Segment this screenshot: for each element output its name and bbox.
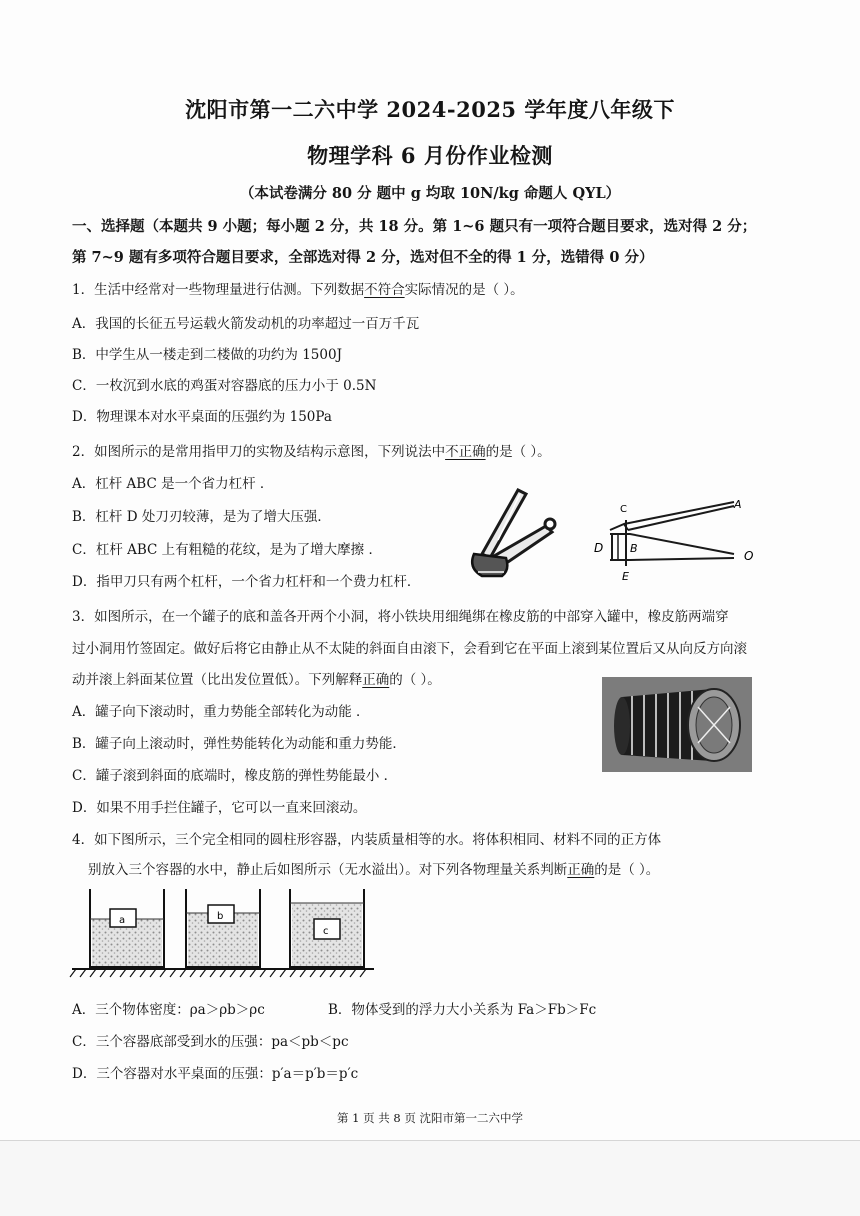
question-2-stem-text: 2．如图所示的是常用指甲刀的实物及结构示意图，下列说法中 xyxy=(72,444,446,460)
exam-info: （本试卷满分 80 分 题中 g 均取 10N/kg 命题人 QYL） xyxy=(239,185,621,202)
question-4-option-d: D．三个容器对水平桌面的压强：p′a＝p′b＝p′c xyxy=(72,1066,359,1082)
question-2-option-a: A．杠杆 ABC 是一个省力杠杆 ． xyxy=(72,476,274,492)
page-margin xyxy=(0,1140,860,1216)
question-4-stem-line1: 4．如下图所示，三个完全相同的圆柱形容器，内装质量相等的水。将体积相同、材料不同的正方体 xyxy=(72,832,662,848)
question-2-emphasis: 不正确 xyxy=(445,444,486,460)
question-1-option-c: C．一枚沉到水底的鸡蛋对容器底的压力小于 0.5N xyxy=(72,378,377,394)
page-footer: 第 1 页 共 8 页 沈阳市第一二六中学 xyxy=(336,1111,524,1125)
question-2-option-b: B．杠杆 D 处刀刃较薄，是为了增大压强． xyxy=(72,509,331,525)
block-b-label: b xyxy=(217,911,224,922)
rolling-can-photo xyxy=(602,677,752,772)
question-3-emphasis: 正确 xyxy=(362,672,390,688)
question-2-stem xyxy=(72,440,551,460)
question-2-option-d: D．指甲刀只有两个杠杆，一个省力杠杆和一个费力杠杆． xyxy=(72,574,421,590)
question-1-option-d: D．物理课本对水平桌面的压强约为 150Pa xyxy=(72,409,332,425)
question-4-option-c: C．三个容器底部受到水的压强：pa＜pb＜pc xyxy=(72,1034,349,1050)
label-c: C xyxy=(620,504,627,515)
question-3-option-a: A．罐子向下滚动时，重力势能全部转化为动能 ． xyxy=(72,704,370,720)
section-heading-line1: 一、选择题（本题共 9 小题；每小题 2 分，共 18 分。第 1~6 题只有一项符合题目要求，选对得 2 分； xyxy=(72,218,757,235)
question-4-stem-end: 的是（ ）。 xyxy=(594,862,660,878)
question-3-stem-line2: 过小洞用竹签固定。做好后将它由静止从不太陡的斜面自由滚下，会看到它在平面上滚到某位置后又从向反方向滚 xyxy=(72,641,747,657)
question-1-emphasis: 不符合 xyxy=(364,282,405,298)
question-4-option-a: A．三个物体密度：ρa＞ρb＞ρc xyxy=(72,1002,265,1018)
label-b: B xyxy=(630,542,638,555)
section-heading-line2: 第 7~9 题有多项符合题目要求，全部选对得 2 分，选对但不全的得 1 分，选错得 0 分） xyxy=(72,249,654,266)
label-e: E xyxy=(622,570,629,583)
label-o: O xyxy=(744,549,754,563)
question-3-option-b: B．罐子向上滚动时，弹性势能转化为动能和重力势能． xyxy=(72,736,406,752)
question-1-stem-text: 1．生活中经常对一些物理量进行估测。下列数据 xyxy=(72,282,365,298)
question-3-stem-end: 的（ ）。 xyxy=(389,672,441,688)
page-subtitle: 物理学科 6 月份作业检测 xyxy=(307,143,553,168)
question-4-emphasis: 正确 xyxy=(567,862,595,878)
label-d: D xyxy=(594,541,604,555)
label-a: A xyxy=(734,498,742,511)
question-2-stem-end: 的是（ ）。 xyxy=(485,444,551,460)
question-4-stem-line2 xyxy=(88,858,659,878)
question-3-stem-line1: 3．如图所示，在一个罐子的底和盖各开两个小洞，将小铁块用细绳绑在橡皮筋的中部穿入罐中，橡皮筋两端穿 xyxy=(72,609,729,625)
question-4-stem-text: 别放入三个容器的水中，静止后如图所示（无水溢出）。对下列各物理量关系判断 xyxy=(88,862,568,878)
page-title: 沈阳市第一二六中学 2024-2025 学年度八年级下 xyxy=(185,97,675,122)
question-1-stem xyxy=(72,278,524,298)
question-1-option-a: A．我国的长征五号运载火箭发动机的功率超过一百万千瓦 xyxy=(72,316,420,332)
question-2-option-c: C．杠杆 ABC 上有粗糙的花纹，是为了增大摩擦 ． xyxy=(72,542,382,558)
question-1-stem-end: 实际情况的是（ ）。 xyxy=(404,282,524,298)
question-3-stem-text: 动并滚上斜面某位置（比出发位置低）。下列解释 xyxy=(72,672,363,688)
question-3-stem-line3 xyxy=(72,668,441,688)
question-3-option-c: C．罐子滚到斜面的底端时，橡皮筋的弹性势能最小 ． xyxy=(72,768,398,784)
question-3-option-d: D．如果不用手拦住罐子，它可以一直来回滚动。 xyxy=(72,800,367,816)
three-containers-figure xyxy=(68,883,378,983)
question-4-option-b: B．物体受到的浮力大小关系为 Fa＞Fb＞Fc xyxy=(328,1002,597,1018)
block-a-label: a xyxy=(119,915,126,926)
nail-clipper-photo xyxy=(460,484,570,584)
block-c-label: c xyxy=(323,926,329,937)
nail-clipper-diagram xyxy=(584,490,764,585)
question-1-option-b: B．中学生从一楼走到二楼做的功约为 1500J xyxy=(72,347,342,363)
